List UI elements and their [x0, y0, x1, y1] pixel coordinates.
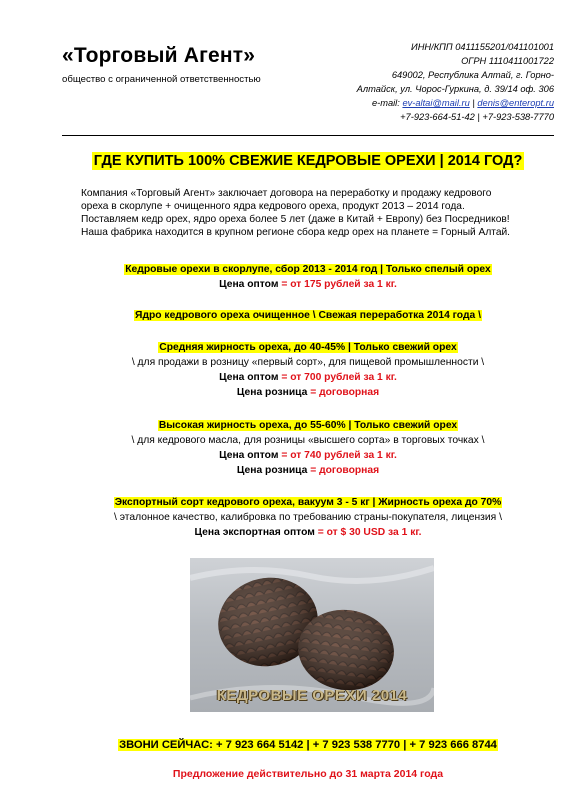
offer-title: Высокая жирность ореха, до 55-60% | Только свежий орех [158, 420, 458, 431]
price-label: Цена экспортная оптом [194, 527, 315, 538]
price-label: Цена оптом [219, 279, 279, 290]
retail-value: = договорная [310, 387, 380, 398]
offer-title: Средняя жирность ореха, до 40-45% | Только свежий орех [159, 342, 457, 353]
address-line-2: Алтайск, ул. Чорос-Гуркина, д. 39/14 оф. 306 [356, 84, 554, 94]
offer-title: Экспортный сорт кедрового ореха, вакуум 3 - 5 кг | Жирность ореха до 70% [114, 497, 502, 508]
email-link-2[interactable]: denis@enteropt.ru [477, 98, 554, 108]
email-label: e-mail: [371, 98, 400, 108]
company-type: общество с ограниченной ответственностью [62, 74, 261, 85]
email-link-1[interactable]: ev-altai@mail.ru [402, 98, 470, 108]
price-value: = от $ 30 USD за 1 кг. [317, 527, 422, 538]
offer-description: \ для продажи в розницу «первый сорт», для пищевой промышленности \ [131, 357, 485, 368]
phones-line: +7-923-664-51-42 | +7-923-538-7770 [400, 112, 554, 122]
ogrn-line: ОГРН 1110411001722 [461, 56, 554, 66]
offer-validity: Предложение действительно до 31 марта 2014 года [172, 768, 444, 780]
kernel-title: Ядро кедрового ореха очищенное \ Свежая переработка 2014 года \ [135, 310, 481, 321]
inn-line: ИНН/КПП 0411155201/041101001 [411, 42, 554, 52]
call-now-phones: ЗВОНИ СЕЙЧАС: + 7 923 664 5142 | + 7 923 538 7770 | + 7 923 666 8744 [119, 739, 497, 751]
kernel-section [62, 308, 554, 323]
email-line [324, 96, 554, 110]
intro-paragraph [81, 187, 551, 239]
headline [62, 152, 554, 170]
retail-label: Цена розница [236, 465, 308, 476]
price-value: = от 175 рублей за 1 кг. [281, 279, 397, 290]
intro-line: Поставляем кедр орех, ядро ореха более 5 лет (даже в Китай + Европу) без Посредников! [81, 214, 510, 225]
price-label: Цена оптом [219, 372, 279, 383]
email-separator: | [472, 98, 475, 108]
offer-description: \ для кедрового масла, для розницы «высшего сорта» в торговых точках \ [131, 435, 485, 446]
company-requisites [324, 40, 554, 124]
offer-medium-fat [62, 340, 554, 400]
retail-label: Цена розница [236, 387, 308, 398]
cedar-cones-photo [190, 558, 434, 712]
intro-line: Компания «Торговый Агент» заключает договора на переработку и продажу кедрового [81, 188, 492, 199]
address-line-1: 649002, Республика Алтай, г. Горно- [391, 70, 554, 80]
intro-line: ореха в скорлупе + очищенного ядра кедрового ореха, продукт 2013 – 2014 года. [81, 201, 465, 212]
price-value: = от 700 рублей за 1 кг. [281, 372, 397, 383]
offer-description: \ эталонное качество, калибровка по требованию страны-покупателя, лицензия \ [114, 512, 502, 523]
retail-value: = договорная [310, 465, 380, 476]
price-value: = от 740 рублей за 1 кг. [281, 450, 397, 461]
intro-line: Наша фабрика находится в крупном регионе сбора кедр орех на планете = Горный Алтай. [81, 227, 511, 238]
call-now-line [62, 735, 554, 753]
offer-shell [62, 262, 554, 292]
photo-caption: КЕДРОВЫЕ ОРЕХИ 2014 [216, 687, 408, 704]
price-label: Цена оптом [219, 450, 279, 461]
headline-text: ГДЕ КУПИТЬ 100% СВЕЖИЕ КЕДРОВЫЕ ОРЕХИ | 2014 ГОД? [93, 153, 523, 169]
offer-high-fat [62, 418, 554, 478]
offer-title: Кедровые орехи в скорлупе, сбор 2013 - 2014 год | Только спелый орех [125, 264, 491, 275]
header-divider [62, 135, 554, 136]
company-name: «Торговый Агент» [62, 44, 256, 67]
offer-export [62, 495, 554, 540]
